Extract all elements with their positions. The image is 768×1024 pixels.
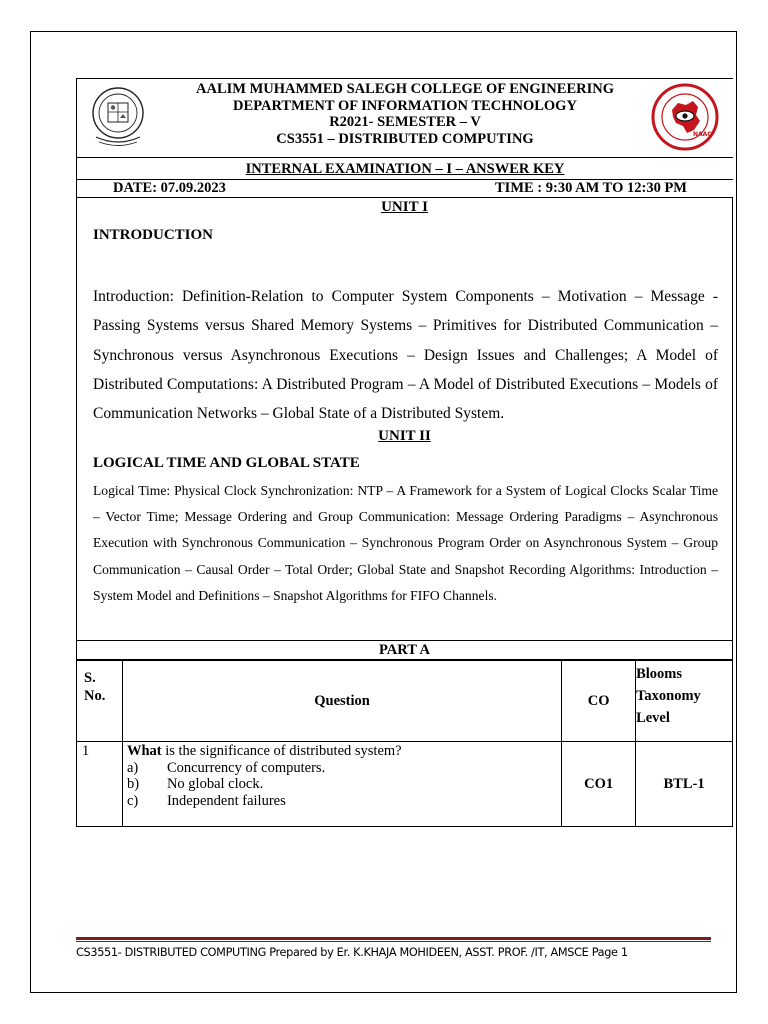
footer-rule [76,937,711,940]
page-footer: CS3551- DISTRIBUTED COMPUTING Prepared by Er. K.KHAJA MOHIDEEN, ASST. PROF. /IT, AMSCE Page 1 [76,946,628,959]
exam-date: DATE: 07.09.2023 [113,180,226,196]
option-b: b) No global clock. [126,776,264,792]
syllabus-section [76,198,733,640]
course-title: CS3551 – DISTRIBUTED COMPUTING [276,130,534,147]
option-c: c) Independent failures [126,792,286,809]
header-btl: Blooms Taxonomy Level [636,661,733,742]
question-number: 1 [77,742,123,827]
unit-2-title: UNIT II [378,428,431,444]
header-co: CO [562,661,636,742]
college-name: AALIM MUHAMMED SALEGH COLLEGE OF ENGINEERING [196,81,614,97]
department-name: DEPARTMENT OF INFORMATION TECHNOLOGY [233,97,577,114]
exam-title: INTERNAL EXAMINATION – I – ANSWER KEY [245,161,565,177]
unit-2-heading: LOGICAL TIME AND GLOBAL STATE [93,455,360,471]
unit-1-body: Introduction: Definition-Relation to Computer System Components – Motivation – Message - Passing Systems versus Shared Memory Systems – Primitives for Distributed Communication – Synchronous versus Asynchronous Executions – Design Issues and Challenges; A Model of Distributed Computations: A Distributed Program – A Model of Distributed Executions – Models of Communication Networks – Global State of a Distributed System. [93,288,718,423]
svg-text:NAAC: NAAC [693,131,712,138]
table-row [77,742,733,827]
question-co: CO1 [562,742,636,827]
unit-2-body: Logical Time: Physical Clock Synchronization: NTP – A Framework for a System of Logical Clocks Scalar Time – Vector Time; Message Ordering and Group Communication: Message Ordering Paradigms – Asynchronous Execution with Synchronous Communication – Synchronous Program Order on Asynchronous System – Group Communication – Causal Order – Total Order; Global State and Snapshot Recording Algorithms: Introduction – System Model and Definitions – Snapshot Algorithms for FIFO Channels. [93,483,718,603]
exam-title-row [76,158,733,180]
header-sno: S. No. [77,661,123,742]
part-a-title: PART A [76,640,733,660]
footer-rule-thin [76,941,711,942]
exam-time: TIME : 9:30 AM TO 12:30 PM [495,180,687,196]
question-table [76,660,733,827]
table-header-row [77,661,733,742]
naac-logo [650,82,720,152]
unit-1-heading: INTRODUCTION [93,227,214,243]
date-time-row [76,180,733,198]
document-header [76,78,733,158]
option-a: a) Concurrency of computers. [126,759,326,776]
unit-1-title: UNIT I [381,199,428,215]
header-question: Question [122,661,561,742]
question-btl: BTL-1 [636,742,733,827]
semester-label: R2021- SEMESTER – V [329,114,481,130]
question-text: What is the significance of distributed system? a) Concurrency of computers. b) No global clock. c) Independent failures [122,742,561,827]
